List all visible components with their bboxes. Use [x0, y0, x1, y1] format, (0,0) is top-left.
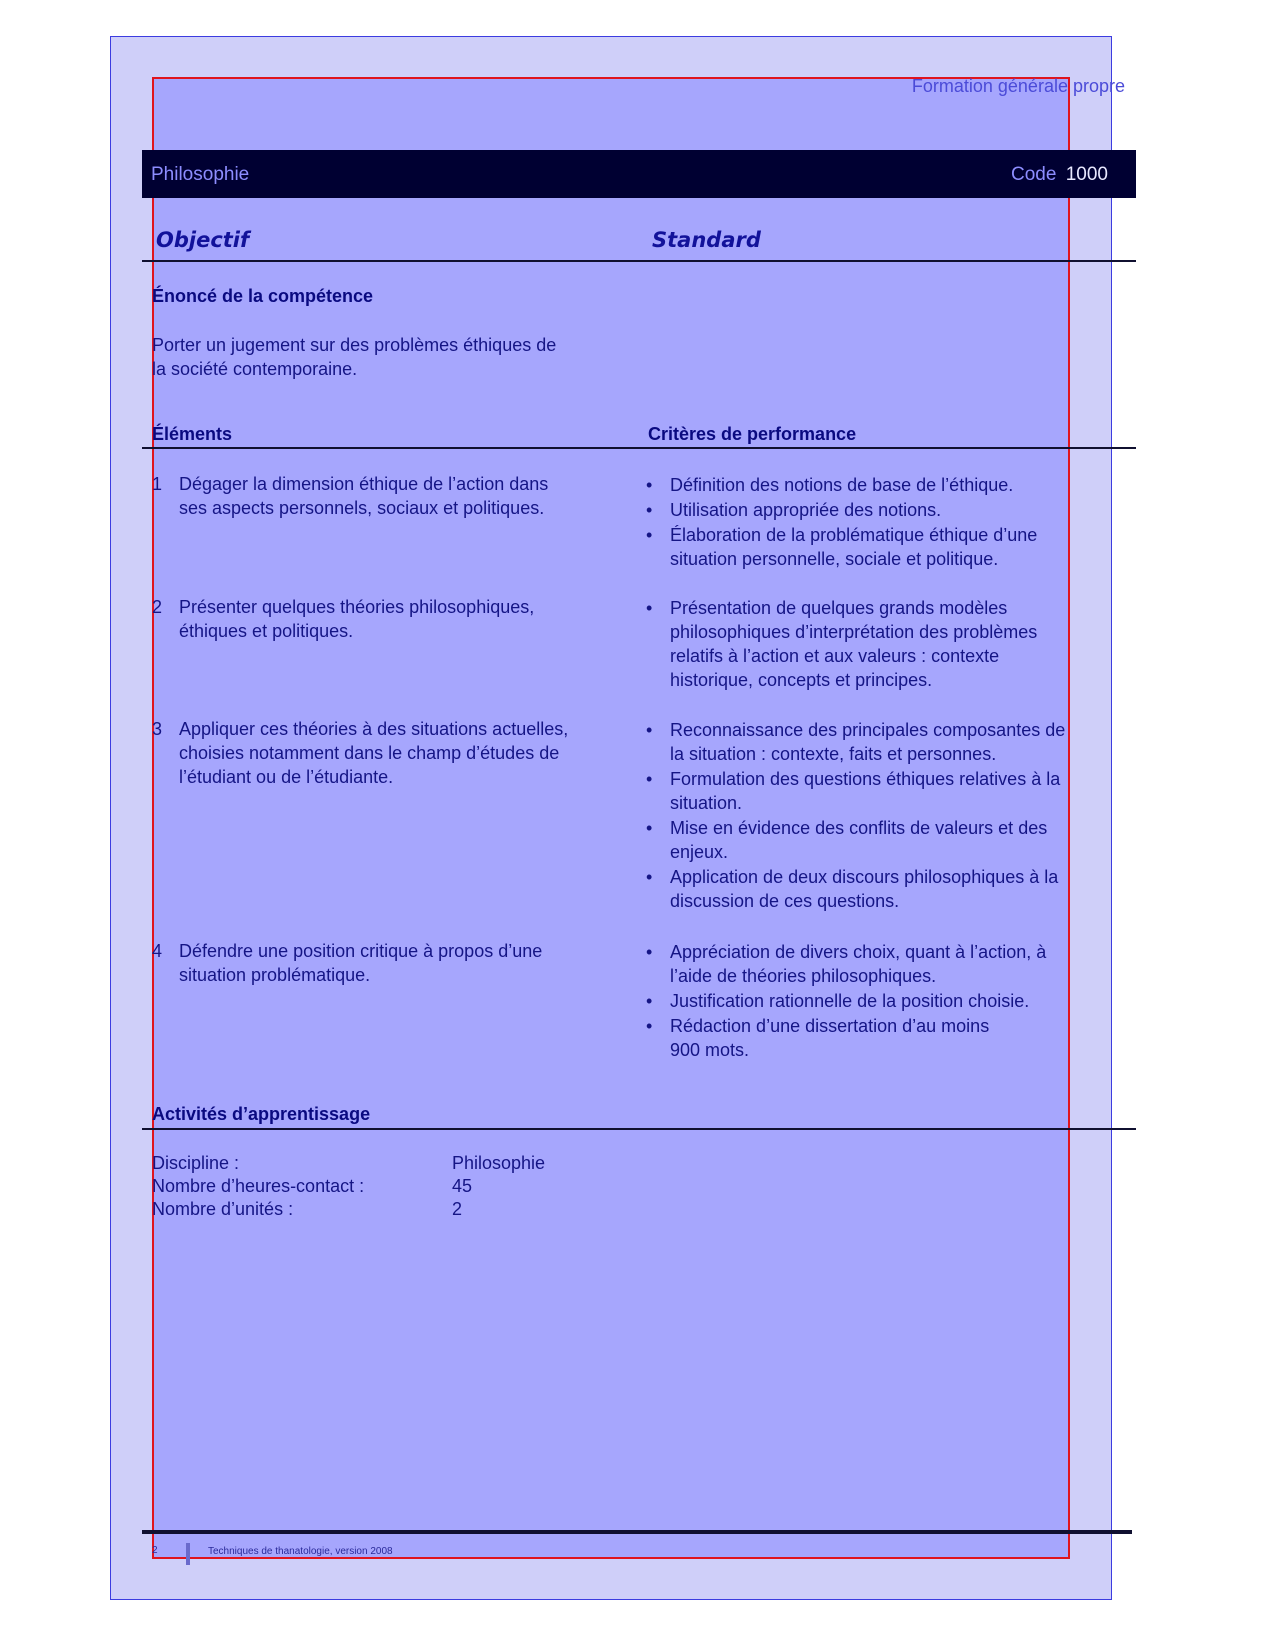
- criteria-line: la situation : contexte, faits et personnes.: [670, 744, 997, 764]
- competence-statement: [152, 333, 556, 381]
- code-value: 1000: [1065, 164, 1108, 185]
- element-text-line: Présenter quelques théories philosophiques,: [179, 597, 535, 617]
- criteria-item: [646, 498, 1124, 522]
- element-text-line: ses aspects personnels, sociaux et politiques.: [179, 498, 545, 518]
- element-number: 4: [152, 941, 163, 961]
- discipline-value: Philosophie: [452, 1153, 546, 1173]
- element-item: [152, 595, 632, 643]
- units-label: Nombre d’unités :: [152, 1199, 294, 1219]
- criteria-heading: Critères de performance: [648, 424, 857, 444]
- criteria-line: discussion de ces questions.: [670, 891, 900, 911]
- element-text-line: éthiques et politiques.: [179, 621, 354, 641]
- criteria-item: [646, 989, 1124, 1013]
- footer-separator: [186, 1543, 190, 1565]
- criteria-line: Appréciation de divers choix, quant à l’action, à: [670, 942, 1047, 962]
- criteria-line: Rédaction d’une dissertation d’au moins: [670, 1016, 990, 1036]
- element-number: 3: [152, 719, 163, 739]
- competence-line: la société contemporaine.: [152, 359, 358, 379]
- element-number: 2: [152, 597, 163, 617]
- element-text-line: l’étudiant ou de l’étudiante.: [179, 767, 394, 787]
- code-label: Code: [1011, 164, 1057, 185]
- criteria-line: Utilisation appropriée des notions.: [670, 500, 942, 520]
- activities-title: Activités d’apprentissage: [152, 1104, 371, 1124]
- criteria-list: [646, 596, 1124, 693]
- element-item: [152, 472, 632, 520]
- divider: [142, 260, 1136, 262]
- criteria-line: historique, concepts et principes.: [670, 670, 933, 690]
- criteria-line: Définition des notions de base de l’éthique.: [670, 475, 1014, 495]
- element-item: [152, 717, 632, 789]
- standard-heading: Standard: [652, 228, 761, 252]
- criteria-item: [646, 767, 1124, 815]
- criteria-line: situation.: [670, 793, 743, 813]
- divider: [142, 1128, 1136, 1130]
- criteria-line: philosophiques d’interprétation des problèmes: [670, 622, 1038, 642]
- competence-title: Énoncé de la compétence: [152, 286, 374, 306]
- criteria-line: l’aide de théories philosophiques.: [670, 966, 937, 986]
- criteria-list: [646, 718, 1124, 914]
- criteria-item: [646, 718, 1124, 766]
- discipline-label: Discipline :: [152, 1153, 240, 1173]
- course-code: [1011, 164, 1108, 186]
- footer-divider: [142, 1530, 1132, 1534]
- course-discipline: Philosophie: [151, 164, 250, 185]
- criteria-line: relatifs à l’action et aux valeurs : contexte: [670, 646, 1000, 666]
- criteria-item: [646, 816, 1124, 864]
- hours-label: Nombre d’heures-contact :: [152, 1176, 365, 1196]
- hours-value: 45: [452, 1176, 473, 1196]
- divider: [142, 447, 1136, 449]
- footer-title: Techniques de thanatologie, version 2008: [208, 1546, 393, 1557]
- course-banner: [142, 150, 1136, 198]
- element-text-line: choisies notamment dans le champ d’études de: [179, 743, 560, 763]
- criteria-line: Justification rationnelle de la position choisie.: [670, 991, 1030, 1011]
- criteria-item: [646, 523, 1124, 571]
- element-item: [152, 939, 632, 987]
- criteria-item: [646, 473, 1124, 497]
- criteria-line: Présentation de quelques grands modèles: [670, 598, 1008, 618]
- elements-heading: Éléments: [152, 424, 233, 444]
- page-number: 2: [152, 1545, 158, 1556]
- criteria-line: Formulation des questions éthiques relatives à la: [670, 769, 1061, 789]
- criteria-line: Mise en évidence des conflits de valeurs et des: [670, 818, 1048, 838]
- element-number: 1: [152, 474, 163, 494]
- program-type-header: Formation générale propre: [911, 76, 1125, 96]
- criteria-item: [646, 596, 1124, 692]
- element-text-line: Appliquer ces théories à des situations actuelles,: [179, 719, 569, 739]
- criteria-line: Application de deux discours philosophiques à la: [670, 867, 1059, 887]
- element-text-line: situation problématique.: [179, 965, 371, 985]
- criteria-line: situation personnelle, sociale et politique.: [670, 549, 999, 569]
- criteria-list: [646, 473, 1124, 572]
- criteria-line: Reconnaissance des principales composantes de: [670, 720, 1066, 740]
- competence-line: Porter un jugement sur des problèmes éthiques de: [152, 335, 557, 355]
- objective-heading: Objectif: [156, 228, 250, 252]
- criteria-item: [646, 865, 1124, 913]
- criteria-line: enjeux.: [670, 842, 729, 862]
- element-text-line: Dégager la dimension éthique de l’action dans: [179, 474, 549, 494]
- criteria-list: [646, 940, 1124, 1063]
- element-text-line: Défendre une position critique à propos d’une: [179, 941, 543, 961]
- criteria-line: Élaboration de la problématique éthique d’une: [670, 525, 1038, 545]
- units-value: 2: [452, 1199, 463, 1219]
- criteria-item: [646, 940, 1124, 988]
- criteria-item: [646, 1014, 1124, 1062]
- criteria-line: 900 mots.: [670, 1040, 750, 1060]
